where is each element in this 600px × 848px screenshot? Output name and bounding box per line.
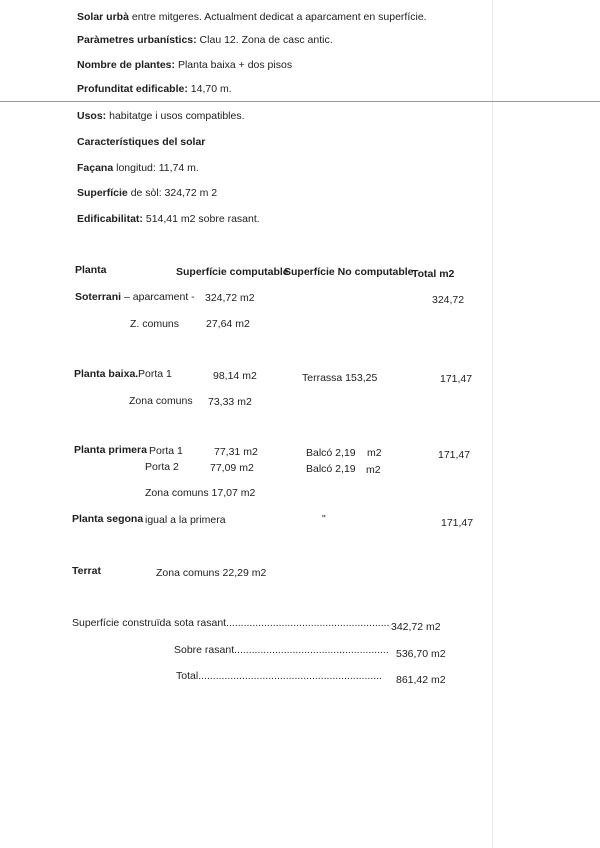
scan-edge-line — [492, 0, 493, 848]
summary-total — [176, 670, 382, 683]
summary-sobre-value: 536,70 m2 — [396, 648, 446, 660]
header-planta: Planta — [75, 264, 107, 276]
header-computable: Superfície computable — [176, 266, 289, 278]
usos-label: Usos: — [77, 110, 107, 122]
summary-sobre-rasant — [174, 644, 389, 657]
solar-label: Solar urbà — [77, 11, 129, 23]
solar-line — [77, 11, 427, 24]
soterrani-zc-label: Z. comuns — [130, 318, 180, 330]
solar-value: entre mitgeres. Actualment dedicat a aparcament en superfície. — [128, 11, 427, 23]
primera-porta2: Porta 2 — [145, 461, 179, 473]
segona-label: Planta segona — [72, 513, 144, 525]
usos-value: habitatge i usos compatibles. — [106, 110, 245, 122]
baixa-total: 171,47 — [440, 373, 473, 385]
soterrani-desc: – aparcament - — [121, 291, 195, 303]
summary-sota-dots: ........................................................ — [226, 617, 390, 629]
segona-ditto: " — [322, 513, 326, 525]
summary-total-value: 861,42 m2 — [396, 674, 446, 686]
profunditat-label: Profunditat edificable: — [77, 83, 188, 95]
soterrani-label: Soterrani — [75, 291, 122, 303]
primera-porta1: Porta 1 — [149, 445, 183, 457]
row-soterrani — [75, 291, 195, 304]
edificabilitat-label: Edificabilitat: — [77, 213, 143, 225]
header-no-computable: Superfície No computable — [284, 266, 414, 278]
primera-total: 171,47 — [438, 449, 471, 461]
primera-value1: 77,31 m2 — [214, 446, 258, 458]
primera-value2: 77,09 m2 — [210, 462, 254, 474]
primera-zc: Zona comuns 17,07 m2 — [145, 487, 256, 499]
summary-sobre-label: Sobre rasant — [174, 644, 235, 656]
summary-sota-label: Superfície construïda sota rasant — [72, 617, 227, 629]
superficie-value: de sòl: 324,72 m 2 — [127, 187, 218, 199]
plantes-value: Planta baixa + dos pisos — [175, 59, 293, 71]
primera-balco2: Balcó 2,19 — [306, 463, 356, 475]
facana-label: Façana — [77, 162, 114, 174]
segona-desc: igual a la primera — [145, 514, 226, 526]
segona-total: 171,47 — [441, 517, 474, 529]
profunditat-value: 14,70 m. — [187, 83, 232, 95]
summary-total-dots: ............................................................... — [198, 670, 382, 682]
primera-label: Planta primera — [74, 444, 147, 456]
primera-balco1-unit: m2 — [367, 447, 382, 459]
horizontal-rule — [0, 101, 600, 102]
parametres-value: Clau 12. Zona de casc antic. — [196, 34, 333, 46]
parametres-label: Paràmetres urbanístics: — [77, 34, 197, 46]
soterrani-total: 324,72 — [432, 294, 465, 306]
baixa-zc-label: Zona comuns — [129, 395, 193, 407]
edificabilitat-line — [77, 213, 260, 226]
header-total: Total m2 — [412, 268, 455, 280]
plantes-line — [77, 59, 292, 72]
superficie-label: Superfície — [77, 187, 128, 199]
soterrani-zc-value: 27,64 m2 — [206, 318, 250, 330]
profunditat-line — [77, 83, 232, 96]
caracteristiques-title: Característiques del solar — [77, 136, 206, 148]
soterrani-value: 324,72 m2 — [205, 292, 255, 304]
usos-line — [77, 110, 245, 123]
superficie-line — [77, 187, 217, 200]
parametres-line — [77, 34, 333, 47]
edificabilitat-value: 514,41 m2 sobre rasant. — [142, 213, 260, 225]
baixa-porta: Porta 1 — [138, 368, 172, 380]
summary-total-label: Total — [176, 670, 199, 682]
facana-line — [77, 162, 199, 175]
baixa-terrassa: Terrassa 153,25 — [302, 372, 378, 384]
baixa-value: 98,14 m2 — [213, 370, 257, 382]
summary-sota-rasant — [72, 617, 389, 630]
summary-sota-value: 342,72 m2 — [391, 621, 441, 633]
primera-balco1: Balcó 2,19 — [306, 447, 356, 459]
summary-sobre-dots: ..................................................... — [234, 644, 389, 656]
terrat-zc: Zona comuns 22,29 m2 — [156, 567, 267, 579]
terrat-label: Terrat — [72, 565, 101, 577]
baixa-label: Planta baixa. — [74, 368, 139, 380]
plantes-label: Nombre de plantes: — [77, 59, 176, 71]
facana-value: longitud: 11,74 m. — [113, 162, 199, 174]
baixa-zc-value: 73,33 m2 — [208, 396, 252, 408]
primera-balco2-unit: m2 — [366, 464, 381, 476]
